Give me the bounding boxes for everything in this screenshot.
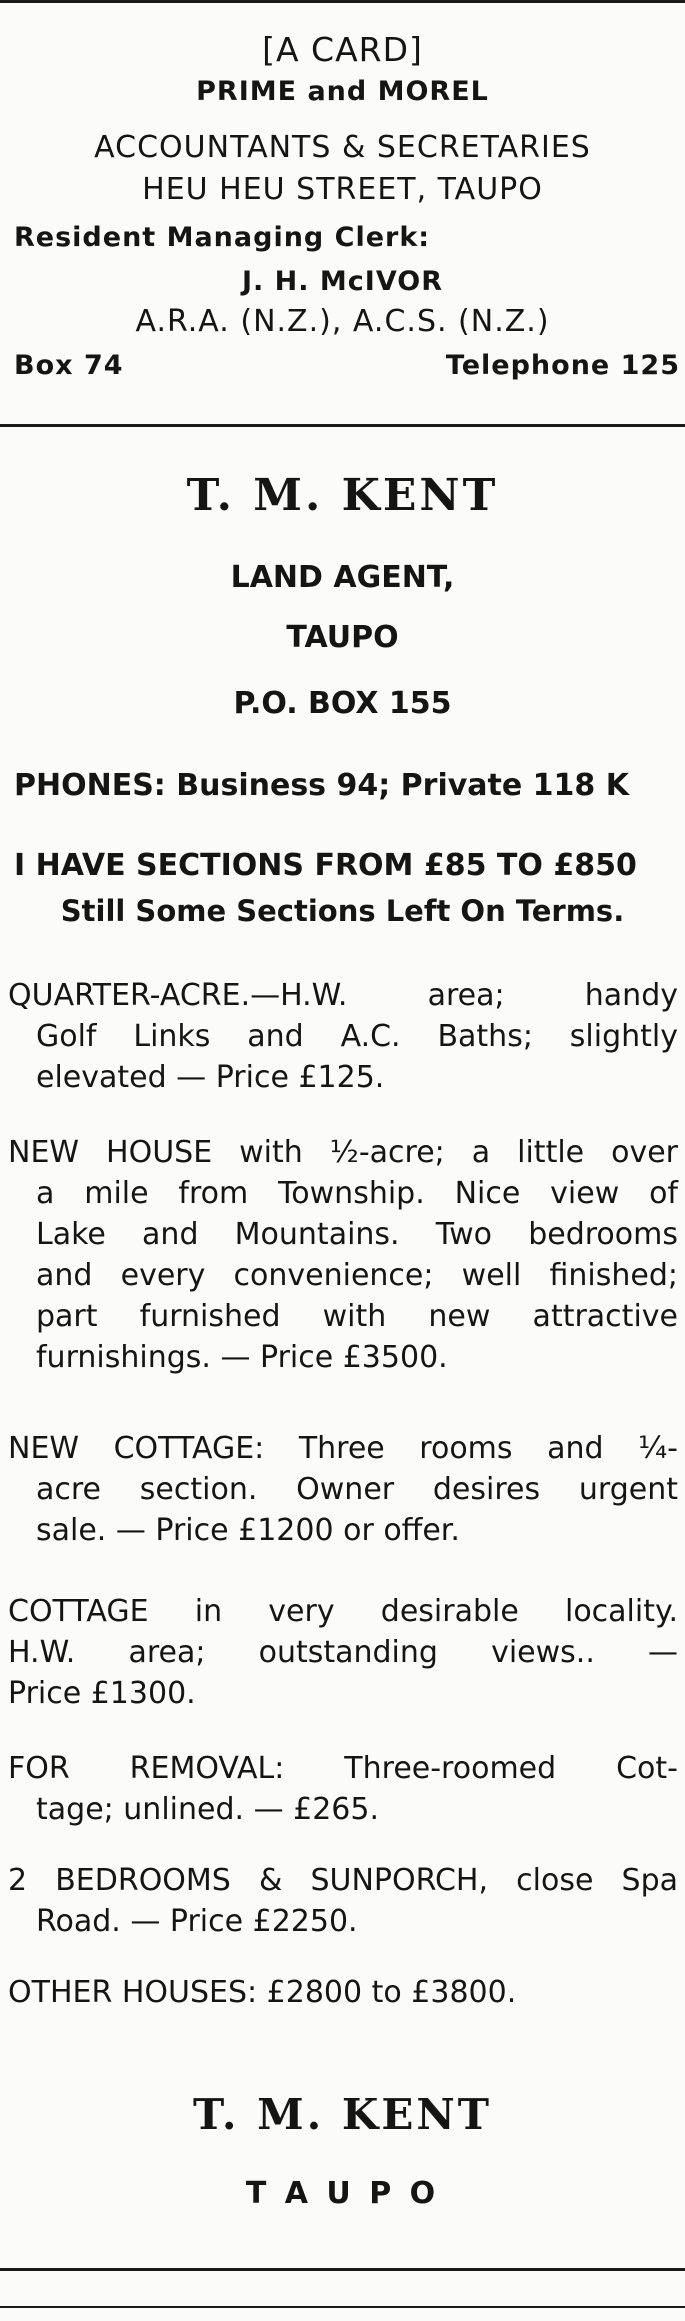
agent-name: T. M. KENT bbox=[186, 470, 499, 521]
po-box: P.O. BOX 155 bbox=[233, 686, 452, 721]
listing-new-cottage bbox=[8, 1428, 678, 1551]
box-number: Box 74 bbox=[14, 350, 124, 381]
listing-line: acre section. Owner desires urgent bbox=[36, 1472, 678, 1507]
listing-line: Golf Links and A.C. Baths; slightly bbox=[36, 1019, 678, 1054]
contact-row bbox=[14, 350, 680, 381]
listing-quarter-acre bbox=[8, 975, 678, 1098]
listing-line: sale. — Price £1200 or offer. bbox=[36, 1513, 460, 1548]
listing-cottage bbox=[8, 1591, 678, 1714]
listing-2-bedrooms bbox=[8, 1860, 678, 1942]
listing-line: and every convenience; well finished; bbox=[36, 1258, 678, 1293]
top-rule bbox=[0, 0, 685, 3]
footer-agent-name: T. M. KENT bbox=[193, 2090, 492, 2139]
agent-town: TAUPO bbox=[286, 620, 399, 655]
telephone-number: Telephone 125 bbox=[445, 350, 680, 381]
listing-new-house bbox=[8, 1132, 678, 1378]
bottom-rule-secondary bbox=[0, 2306, 685, 2308]
footer-town: T A U P O bbox=[245, 2176, 440, 2211]
listing-line: NEW HOUSE with ½-acre; a little over bbox=[8, 1135, 678, 1170]
listing-line: FOR REMOVAL: Three-roomed Cot- bbox=[8, 1751, 678, 1786]
sections-headline: I HAVE SECTIONS FROM £85 TO £850 bbox=[14, 848, 637, 883]
listing-line: 2 BEDROOMS & SUNPORCH, close Spa bbox=[8, 1863, 678, 1898]
listing-other-houses bbox=[8, 1972, 678, 2013]
section-divider bbox=[0, 424, 685, 427]
listing-line: tage; unlined. — £265. bbox=[36, 1792, 379, 1827]
phones: PHONES: Business 94; Private 118 K bbox=[14, 768, 629, 803]
listing-for-removal bbox=[8, 1748, 678, 1830]
sections-sub: Still Some Sections Left On Terms. bbox=[60, 894, 625, 928]
clerk-heading: Resident Managing Clerk: bbox=[14, 222, 431, 253]
listing-line: Lake and Mountains. Two bedrooms bbox=[36, 1217, 678, 1252]
firm-name: PRIME and MOREL bbox=[196, 76, 489, 107]
listing-line: NEW COTTAGE: Three rooms and ¼- bbox=[8, 1431, 678, 1466]
listing-line: furnishings. — Price £3500. bbox=[36, 1340, 448, 1375]
firm-address: HEU HEU STREET, TAUPO bbox=[142, 172, 543, 207]
card-label: [A CARD] bbox=[262, 30, 423, 69]
listing-line: H.W. area; outstanding views.. — bbox=[8, 1635, 678, 1670]
listing-line: part furnished with new attractive bbox=[36, 1299, 678, 1334]
qualifications: A.R.A. (N.Z.), A.C.S. (N.Z.) bbox=[135, 304, 550, 339]
listing-line: OTHER HOUSES: £2800 to £3800. bbox=[8, 1975, 517, 2010]
clerk-name: J. H. McIVOR bbox=[241, 266, 444, 297]
listing-line: Road. — Price £2250. bbox=[36, 1904, 358, 1939]
listing-line: Price £1300. bbox=[8, 1676, 196, 1711]
bottom-rule bbox=[0, 2268, 685, 2271]
listing-line: elevated — Price £125. bbox=[36, 1060, 385, 1095]
profession: ACCOUNTANTS & SECRETARIES bbox=[94, 130, 591, 165]
listing-line: QUARTER-ACRE.—H.W. area; handy bbox=[8, 978, 678, 1013]
agent-role: LAND AGENT, bbox=[230, 560, 455, 595]
listing-line: COTTAGE in very desirable locality. bbox=[8, 1594, 678, 1629]
listing-line: a mile from Township. Nice view of bbox=[36, 1176, 678, 1211]
